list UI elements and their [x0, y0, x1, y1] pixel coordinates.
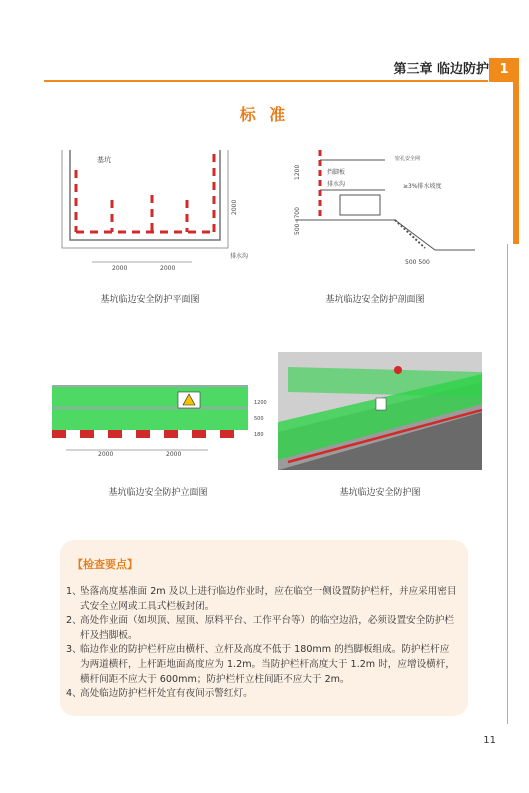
figure-caption: 基坑临边安全防护图 — [339, 488, 421, 498]
dim-label: 500 500 — [405, 259, 430, 266]
height-label: 1200 — [294, 164, 301, 180]
checkpoint-text: 临边作业的防护栏杆应由横杆、立杆及高度不低于 180mm 的挡脚板组成。防护栏杆应为两道横杆，上杆距地面高度应为 1.2m。当防护栏杆高度大于 1.2m 时，应增设横杆，横杆间距不应大于 600mm；防护栏杆立柱间距不应大于 2m。 — [80, 644, 455, 685]
checkpoint-text: 高处作业面（如坝顶、屋顶、原料平台、工作平台等）的临空边沿，必须设置安全防护栏杆及挡脚板。 — [80, 615, 455, 641]
chapter-number-tab: 1 — [489, 58, 519, 82]
checkpoint-item — [66, 643, 458, 687]
dim-label: 180 — [254, 432, 264, 438]
checkpoint-text: 高处临边防护栏杆处宜有夜间示警红灯。 — [80, 688, 253, 700]
toe-board-label: 挡脚板 — [327, 169, 346, 176]
section-view-figure — [285, 140, 485, 270]
plan-view-figure — [52, 140, 252, 275]
figure-caption: 基坑临边安全防护平面图 — [100, 295, 200, 305]
checkpoints-list — [66, 585, 458, 702]
dim-label: 1200 — [254, 400, 267, 406]
checkpoint-item — [66, 614, 458, 643]
page-number: 11 — [483, 735, 496, 746]
section-title: 标 准 — [239, 105, 290, 124]
dim-label: 2000 — [166, 451, 182, 458]
right-margin-line — [507, 244, 508, 724]
dim-label: 500 — [254, 416, 264, 422]
checkpoints-title: 【检查要点】 — [72, 558, 138, 571]
height-label: 500~700 — [294, 207, 301, 235]
checkpoint-number: 4、 — [66, 688, 82, 700]
pit-label: 基坑 — [97, 156, 111, 164]
dim-label: 2000 — [98, 451, 114, 458]
elevation-figure — [48, 380, 270, 458]
checkpoint-number: 3、 — [66, 644, 82, 656]
render-figure — [278, 352, 482, 470]
dim-label: 2000 — [160, 265, 176, 272]
checkpoint-number: 2、 — [66, 615, 82, 627]
dim-label: 2000 — [231, 199, 238, 215]
checkpoint-text: 坠落高度基准面 2m 及以上进行临边作业时，应在临空一侧设置防护栏杆，并应采用密目式安全立网或工具式栏板封闭。 — [80, 586, 457, 612]
net-label: 密孔安全网 — [395, 156, 421, 162]
slope-label: ≥3%排水坡度 — [403, 183, 442, 190]
drain-label: 排水沟 — [327, 181, 346, 188]
header-divider — [44, 80, 488, 82]
chapter-title: 第三章 临边防护 — [393, 62, 489, 77]
checkpoint-number: 1、 — [66, 586, 82, 597]
checkpoint-item — [66, 687, 458, 702]
figure-caption: 基坑临边安全防护剖面图 — [325, 295, 425, 305]
dim-label: 2000 — [112, 265, 128, 272]
checkpoint-item — [66, 585, 458, 614]
drain-label: 排水沟 — [230, 253, 249, 260]
figure-caption: 基坑临边安全防护立面图 — [108, 488, 208, 498]
